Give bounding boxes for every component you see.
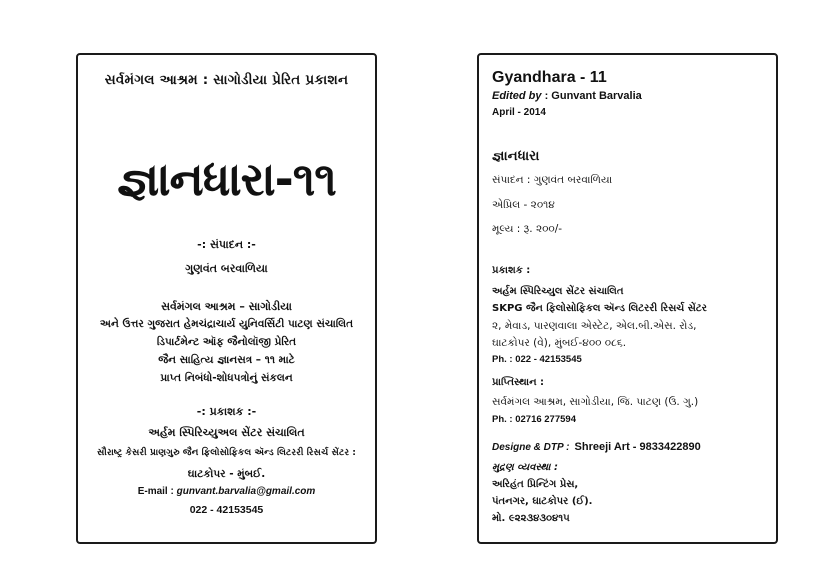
availability-phone: Ph. : 02716 277594	[492, 414, 576, 425]
printing-line: પંતનગર, ઘાટકોપર (ઈ).	[492, 496, 593, 507]
description-line: પ્રાપ્ત નિબંધો-શોધપત્રોનું સંકલન	[160, 372, 293, 384]
design-row	[492, 435, 701, 454]
email-label: E-mail :	[137, 486, 174, 497]
publisher-address: ૨, મેવાડ, પારણવાલા એસ્ટેટ, એલ.બી.એસ. રોડ,	[492, 320, 697, 332]
publisher-label: પ્રકાશક :	[492, 265, 531, 276]
publisher-header: સર્વમંગલ આશ્રમ : સાગોડીયા પ્રેરિત પ્રકાશન	[104, 72, 349, 88]
edited-by-name: Gunvant Barvalia	[551, 90, 642, 102]
phone-number: 022 - 42153545	[189, 504, 264, 516]
editor-line: સંપાદન : ગુણવંત બરવાળિયા	[492, 174, 613, 186]
description-line: જૈન સાહિત્ય જ્ઞાનસત્ર – ૧૧ માટે	[158, 354, 295, 366]
edited-by-row: Edited by : Gunvant Barvalia	[492, 90, 642, 102]
editor-name: ગુણવંત બરવાળિયા	[185, 262, 268, 275]
description-line: ડિપાર્ટમેન્ટ ઑફ જૈનોલૉજી પ્રેરિત	[156, 336, 297, 348]
right-imprint-page	[477, 53, 778, 544]
left-title-page	[76, 53, 377, 544]
email-row	[78, 486, 375, 497]
design-value: Shreeji Art - 9833422890	[574, 441, 701, 453]
printing-line: અરિહંત પ્રિન્ટિંગ પ્રેસ,	[492, 479, 579, 490]
availability-label: પ્રાપ્તિસ્થાન :	[492, 377, 545, 388]
english-date: April - 2014	[492, 107, 546, 118]
gujarati-title: જ્ઞાનધારા	[492, 148, 540, 164]
publisher-line: અર્હમ સ્પિરિચ્યુઅલ સેંટર સંચાલિત	[148, 426, 305, 439]
edited-by-label: Edited by	[492, 90, 542, 102]
editor-heading: -: સંપાદન :-	[197, 238, 256, 251]
publisher-line: SKPG જૈન ફિલોસોફિકલ ઍન્ડ લિટરરી રિસર્ચ સેંટર	[492, 303, 707, 314]
publisher-line: અર્હમ સ્પિરિચ્યુલ સેંટર સંચાલિત	[492, 286, 624, 297]
printing-label: મુદ્રણ વ્યવસ્થા :	[492, 462, 558, 473]
book-title: જ્ઞાનધારા-૧૧	[117, 152, 336, 206]
design-label: Designe & DTP :	[492, 442, 570, 453]
printing-phone: મો. ૯૨૨૩૪૩૦૪૧૫	[492, 513, 570, 524]
publisher-phone: Ph. : 022 - 42153545	[492, 354, 582, 365]
description-line: સર્વમંગલ આશ્રમ – સાગોડીયા	[161, 300, 292, 313]
date-line: એપ્રિલ - ૨૦૧૪	[492, 199, 555, 211]
english-title: Gyandhara - 11	[492, 69, 607, 86]
price-line: મૂલ્ય : રૂ. ૨૦૦/-	[492, 223, 563, 235]
publisher-line: સૌરાષ્ટ્ર કેસરી પ્રાણગુરુ જૈન ફિલોસોફિકલ ઍન્ડ લિટરરી રિસર્ચ સેંટર :	[97, 447, 356, 458]
email-link[interactable]: gunvant.barvalia@gmail.com	[176, 486, 316, 497]
publisher-address: ઘાટકોપર (વે), મુંબઈ-૪૦૦ ૦૮૬.	[492, 337, 627, 349]
publisher-heading: -: પ્રકાશક :-	[196, 405, 257, 418]
description-line: અને ઉત્તર ગુજરાત હેમચંદ્રાચાર્ય યુનિવર્સિટી પાટણ સંચાલિત	[99, 318, 354, 330]
publisher-city: ઘાટકોપર - મુંબઈ.	[187, 468, 266, 480]
availability-address: સર્વમંગલ આશ્રમ, સાગોડીયા, જિ. પાટણ (ઉ. ગુ.)	[492, 396, 699, 408]
